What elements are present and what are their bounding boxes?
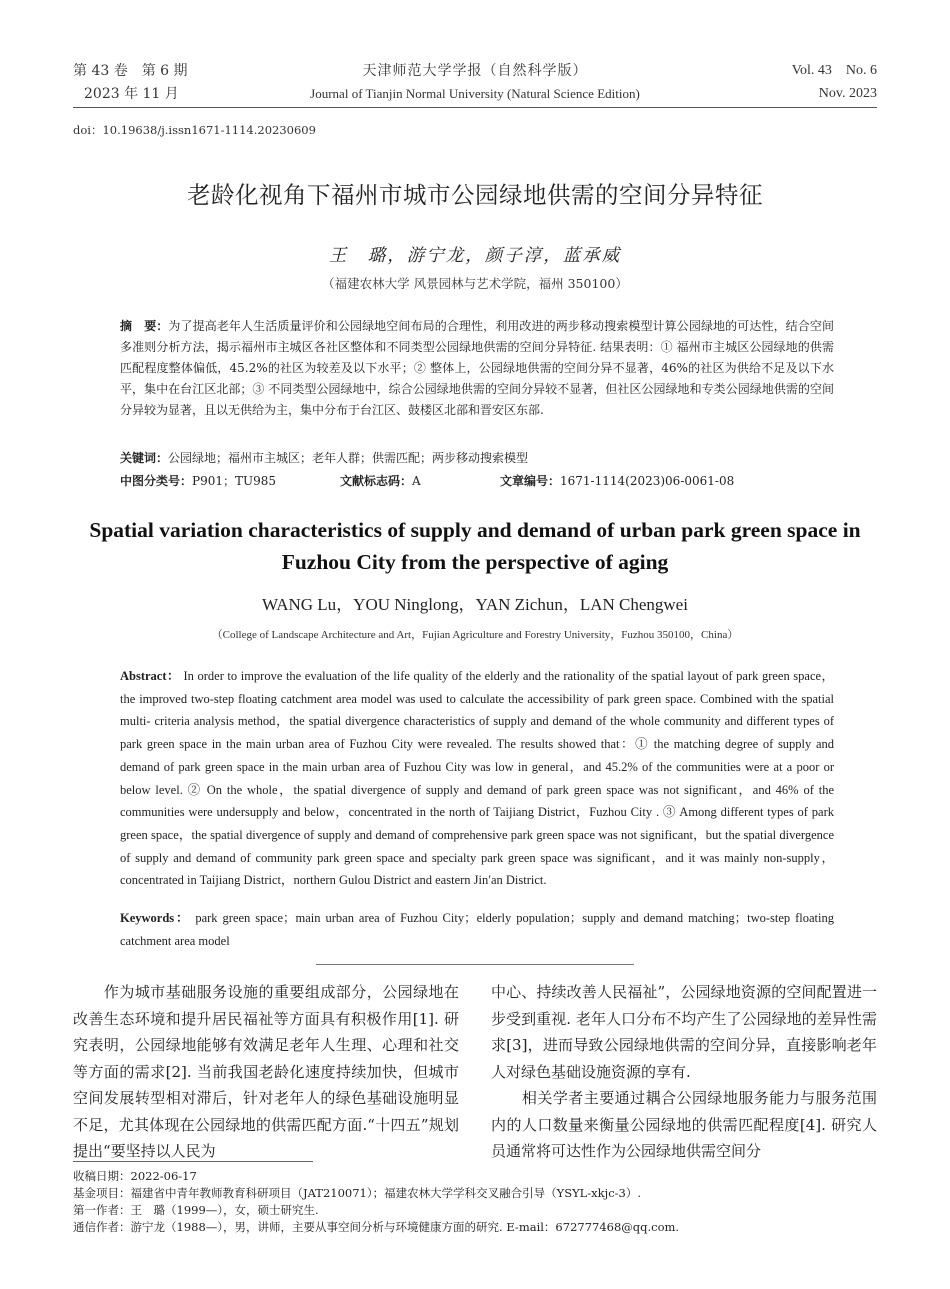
header-date-cn: 2023 年 11 月 (84, 86, 179, 102)
article-label: 文章编号： (500, 474, 561, 488)
abstract-cn-label: 摘 要： (120, 319, 169, 333)
clc-value: P901；TU985 (192, 474, 277, 488)
body-column-right-p1: 中心、持续改善人民福祉”，公园绿地资源的空间配置进一步受到重视. 老年人口分布不均产生了公园绿地的差异性需求[3]，进而导致公园绿地供需的空间分异，直接影响老年人对绿色基础设施资源的享有. (491, 983, 877, 1081)
clc-number (120, 472, 276, 489)
clc-label: 中图分类号： (120, 474, 193, 488)
header-journal-en: Journal of Tianjin Normal University (Natural Science Edition) (310, 86, 640, 101)
footnote-received: 收稿日期：2022-06-17 (73, 1169, 197, 1183)
affiliation-cn: （福建农林大学 风景园林与艺术学院，福州 350100） (322, 276, 628, 291)
article-value: 1671-1114(2023)06-0061-08 (560, 474, 735, 488)
body-column-right-p2: 相关学者主要通过耦合公园绿地服务能力与服务范围内的人口数量来衡量公园绿地的供需匹配程度[4]. 研究人员通常将可达性作为公园绿地供需空间分 (491, 1089, 877, 1160)
abstract-cn (120, 316, 834, 421)
header-journal-cn: 天津师范大学学报（自然科学版） (362, 63, 588, 79)
abstract-en-text: In order to improve the evaluation of the life quality of the elderly and the rationality of the spatial layout of park green space，the improved two-step floating catchment area model was used to calculate the accessibility of park green space. Combined with the spatial multi- criteria analysis method，the spatial divergence characteristics of supply and demand of the whole community and different types of park green space in the main urban area of Fuzhou City were revealed. The results showed that：① the matching degree of supply and demand of park green space in the main urban area of Fuzhou City was low in general，and 45.2% of the communities were at a poor or below level. ② On the whole，the spatial divergence of supply and demand of park green space was not significant，and 46% of the communities were undersupply and below，concentrated in the north of Taijiang District，Fuzhou City . ③ Among different types of park green space，the spatial divergence of supply and demand of comprehensive park green space was not significant，but the spatial divergence of supply and demand of community park green space and specialty park green space was significant，and it was mainly non-supply，concentrated in Taijiang District，northern Gulou District and eastern Jin′an District. (120, 669, 835, 888)
footnote-fund: 基金项目：福建省中青年教师教育科研项目（JAT210071）；福建农林大学学科交叉融合引导（YSYL-xkjc-3）. (73, 1186, 642, 1200)
header-rule (73, 107, 877, 108)
body-column-left: 作为城市基础服务设施的重要组成部分，公园绿地在改善生态环境和提升居民福祉等方面具有积极作用[1]. 研究表明，公园绿地能够有效满足老年人生理、心理和社交等方面的需求[2]. 当前我国老龄化速度持续加快，但城市空间发展转型相对滞后，针对老年人的绿色基础设施明显不足，尤其体现在公园绿地的供需匹配方面.“十四五”规划提出“要坚持以人民为 (73, 983, 459, 1160)
doc-label: 文献标志码： (340, 474, 413, 488)
keywords-cn-label: 关键词： (120, 451, 169, 465)
keywords-en-text: park green space；main urban area of Fuzhou City；elderly population；supply and demand matching；two-step floating catchment area model (120, 911, 834, 948)
document-code (340, 472, 421, 489)
keywords-cn-text: 公园绿地；福州市主城区；老年人群；供需匹配；两步移动搜索模型 (168, 451, 529, 465)
title-cn: 老龄化视角下福州市城市公园绿地供需的空间分异特征 (187, 181, 763, 209)
authors-cn: 王 璐，游宁龙，颜子淳，蓝承威 (328, 246, 622, 266)
keywords-en (120, 907, 834, 952)
doi: doi：10.19638/j.issn1671-1114.20230609 (73, 123, 316, 137)
doc-value: A (412, 474, 421, 488)
title-en: Spatial variation characteristics of supply and demand of urban park green space in Fuzhou City from the perspective of aging (89, 518, 861, 574)
authors-en: WANG Lu，YOU Ninglong，YAN Zichun，LAN Chengwei (262, 595, 688, 614)
abstract-en-label: Abstract： (120, 669, 180, 683)
abstract-cn-text: 为了提高老年人生活质量评价和公园绿地空间布局的合理性，利用改进的两步移动搜索模型计算公园绿地的可达性，结合空间多准则分析方法，揭示福州市主城区各社区整体和不同类型公园绿地供需的空间分异特征. 结果表明：① 福州市主城区公园绿地的供需匹配程度整体偏低，45.2%的社区为较差及以下水平；② 整体上，公园绿地供需的空间分异不显著，46%的社区为供给不足及以下水平，集中在台江区北部；③ 不同类型公园绿地中，综合公园绿地供需的空间分异较不显著，但社区公园绿地和专类公园绿地供需的空间分异较为显著，且以无供给为主，集中分布于台江区、鼓楼区北部和晋安区东部. (120, 319, 834, 417)
keywords-en-label: Keywords： (120, 911, 191, 925)
article-number (500, 472, 734, 489)
header-date-en: Nov. 2023 (818, 86, 877, 101)
keywords-cn (120, 448, 834, 469)
footnote-corresponding: 通信作者：游宁龙（1988—），男，讲师，主要从事空间分析与环境健康方面的研究. E-mail：672777468@qq.com. (73, 1220, 680, 1234)
header-vol-en: Vol. 43 No. 6 (791, 63, 877, 78)
footnote-rule (73, 1161, 313, 1162)
section-divider (316, 964, 634, 965)
header-volume-issue: 第 43 卷 第 6 期 (73, 63, 188, 79)
footnote-first-author: 第一作者：王 璐（1999—），女，硕士研究生. (73, 1203, 319, 1217)
abstract-en (120, 665, 834, 892)
affiliation-en: （College of Landscape Architecture and Art，Fujian Agriculture and Forestry University，Fuzhou 350100，China） (211, 629, 739, 641)
